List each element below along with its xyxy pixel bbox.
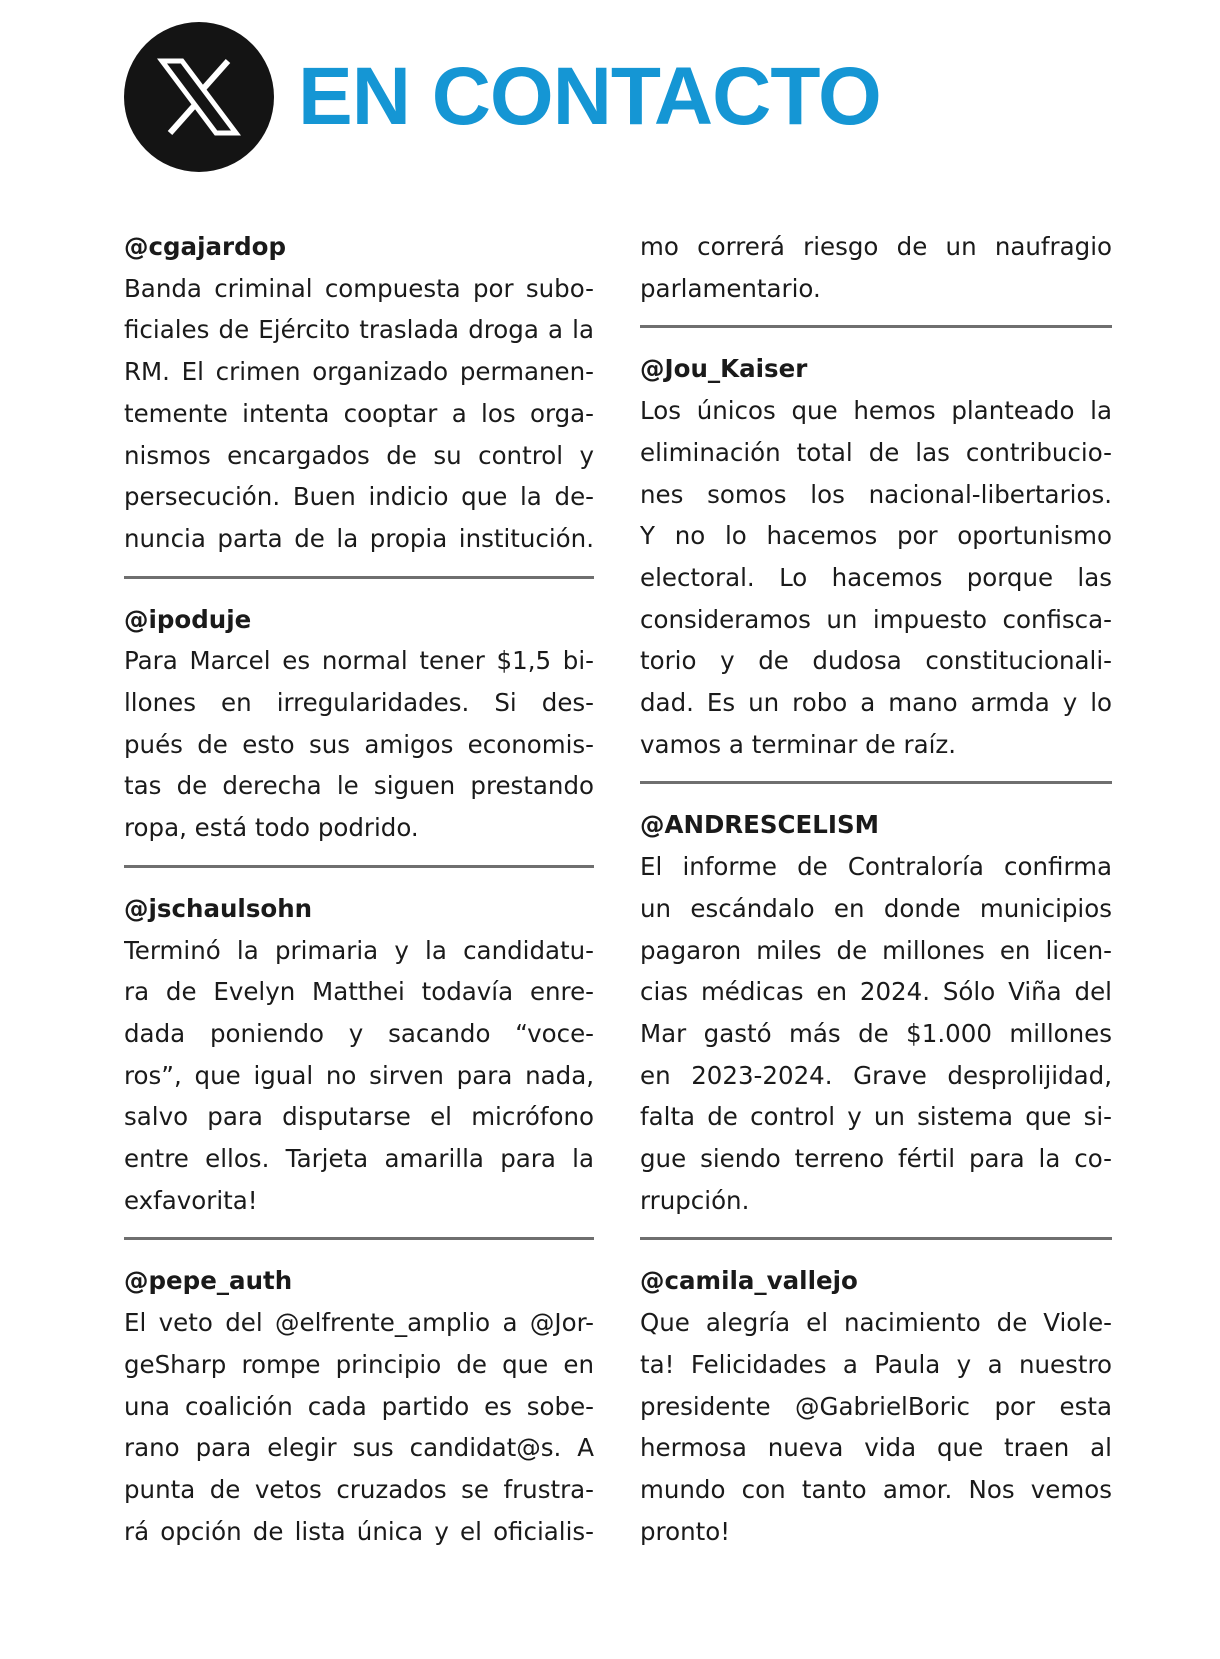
- tweet-text-line: Los únicos que hemos planteado la: [640, 396, 1112, 426]
- tweet-text-line: presidente @GabrielBoric por esta: [640, 1391, 1112, 1421]
- tweet-text-line: torio y de dudosa constitucionali-: [640, 646, 1112, 676]
- tweet-text-line: mo correrá riesgo de un naufragio: [640, 232, 1112, 261]
- divider: [124, 865, 594, 868]
- tweet-text-line: rrupción.: [640, 1185, 750, 1215]
- tweet: [124, 888, 594, 1222]
- tweet-text-line: punta de vetos cruzados se frustra-: [124, 1474, 594, 1504]
- tweet-handle[interactable]: @jschaulsohn: [124, 893, 313, 923]
- tweet-text-line: dada poniendo y sacando “voce-: [124, 1018, 594, 1048]
- tweet-text-line: pués de esto sus amigos economis-: [124, 729, 594, 759]
- tweet-text-line: rá opción de lista única y el oficialis-: [124, 1516, 594, 1546]
- left-column: [124, 226, 594, 1552]
- divider: [124, 576, 594, 579]
- tweet-text-line: temente intenta cooptar a los orga-: [124, 398, 594, 428]
- divider: [640, 325, 1112, 328]
- tweet-text-line: consideramos un impuesto confisca-: [640, 604, 1112, 634]
- tweet-text-line: entre ellos. Tarjeta amarilla para la: [124, 1144, 594, 1174]
- tweet-handle[interactable]: @ipoduje: [124, 604, 252, 634]
- tweet-text-line: tas de derecha le siguen prestando: [124, 771, 594, 801]
- tweet-text-line: vamos a terminar de raíz.: [640, 729, 957, 759]
- tweet-text-line: en 2023-2024. Grave desprolijidad,: [640, 1060, 1112, 1090]
- tweet-text-line: nes somos los nacional-libertarios.: [640, 479, 1112, 509]
- tweet-text-line: Que alegría el nacimiento de Viole-: [640, 1308, 1112, 1338]
- tweet-text-line: geSharp rompe principio de que en: [124, 1349, 594, 1379]
- tweet: [640, 348, 1112, 765]
- tweet-text-line: persecución. Buen indicio que la de-: [124, 482, 594, 512]
- tweet-text-line: Mar gastó más de $1.000 millones: [640, 1018, 1112, 1048]
- tweet-text-line: ros”, que igual no sirven para nada,: [124, 1060, 594, 1090]
- tweet-handle[interactable]: @cgajardop: [124, 232, 287, 261]
- tweet-text-line: ficiales de Ejército traslada droga a la: [124, 315, 594, 345]
- tweet-text-line: cias médicas en 2024. Sólo Viña del: [640, 977, 1112, 1007]
- tweet-text-line: Banda criminal compuesta por subo-: [124, 273, 594, 303]
- tweet-continuation: [640, 226, 1112, 309]
- tweet-text-line: El informe de Contraloría confirma: [640, 852, 1112, 882]
- tweet-text-line: exfavorita!: [124, 1185, 258, 1215]
- x-logo-icon: [124, 22, 274, 172]
- tweet-text-line: dad. Es un robo a mano armda y lo: [640, 688, 1112, 718]
- section-header: [124, 22, 881, 172]
- tweet-text-line: ra de Evelyn Matthei todavía enre-: [124, 977, 594, 1007]
- section-title: EN CONTACTO: [298, 51, 881, 142]
- tweet: [124, 599, 594, 849]
- tweet-text-line: falta de control y un sistema que si-: [640, 1102, 1112, 1132]
- tweet-text-line: ta! Felicidades a Paula y a nuestro: [640, 1349, 1112, 1379]
- tweet-text-line: llones en irregularidades. Si des-: [124, 688, 594, 718]
- tweet: [640, 1260, 1112, 1552]
- tweet-text-line: eliminación total de las contribucio-: [640, 437, 1112, 467]
- tweet-text-line: una coalición cada partido es sobe-: [124, 1391, 594, 1421]
- tweet-text-line: un escándalo en donde municipios: [640, 893, 1112, 923]
- tweet-text-line: Terminó la primaria y la candidatu-: [124, 935, 594, 965]
- tweet-text-line: nismos encargados de su control y: [124, 440, 594, 470]
- divider: [124, 1237, 594, 1240]
- tweet-text-line: Para Marcel es normal tener $1,5 bi-: [124, 646, 594, 676]
- tweet-text-line: pagaron miles de millones en licen-: [640, 935, 1112, 965]
- tweet-text-line: salvo para disputarse el micrófono: [124, 1102, 594, 1132]
- tweet-text-line: parlamentario.: [640, 273, 821, 303]
- tweet-text-line: Y no lo hacemos por oportunismo: [640, 521, 1112, 551]
- tweet-text-line: ropa, está todo podrido.: [124, 813, 419, 843]
- tweet-text-line: nuncia parta de la propia institución.: [124, 523, 594, 553]
- tweet-handle[interactable]: @pepe_auth: [124, 1266, 293, 1296]
- tweet-text-line: rano para elegir sus candidat@s. A: [124, 1433, 594, 1463]
- tweet-text-line: mundo con tanto amor. Nos vemos: [640, 1474, 1112, 1504]
- divider: [640, 1237, 1112, 1240]
- tweet: [124, 1260, 594, 1552]
- right-column: [640, 226, 1112, 1552]
- tweet-handle[interactable]: @ANDRESCELISM: [640, 810, 880, 840]
- tweet-text-line: gue siendo terreno fértil para la co-: [640, 1144, 1112, 1174]
- tweet-text-line: El veto del @elfrente_amplio a @Jor-: [124, 1308, 594, 1338]
- tweet-text-line: hermosa nueva vida que traen al: [640, 1433, 1112, 1463]
- divider: [640, 781, 1112, 784]
- tweet-handle[interactable]: @Jou_Kaiser: [640, 354, 808, 384]
- tweet: [124, 226, 594, 560]
- tweet-text-line: pronto!: [640, 1516, 731, 1546]
- tweet-text-line: electoral. Lo hacemos porque las: [640, 562, 1112, 592]
- tweet-handle[interactable]: @camila_vallejo: [640, 1266, 858, 1296]
- tweet: [640, 804, 1112, 1221]
- tweet-text-line: RM. El crimen organizado permanen-: [124, 357, 594, 387]
